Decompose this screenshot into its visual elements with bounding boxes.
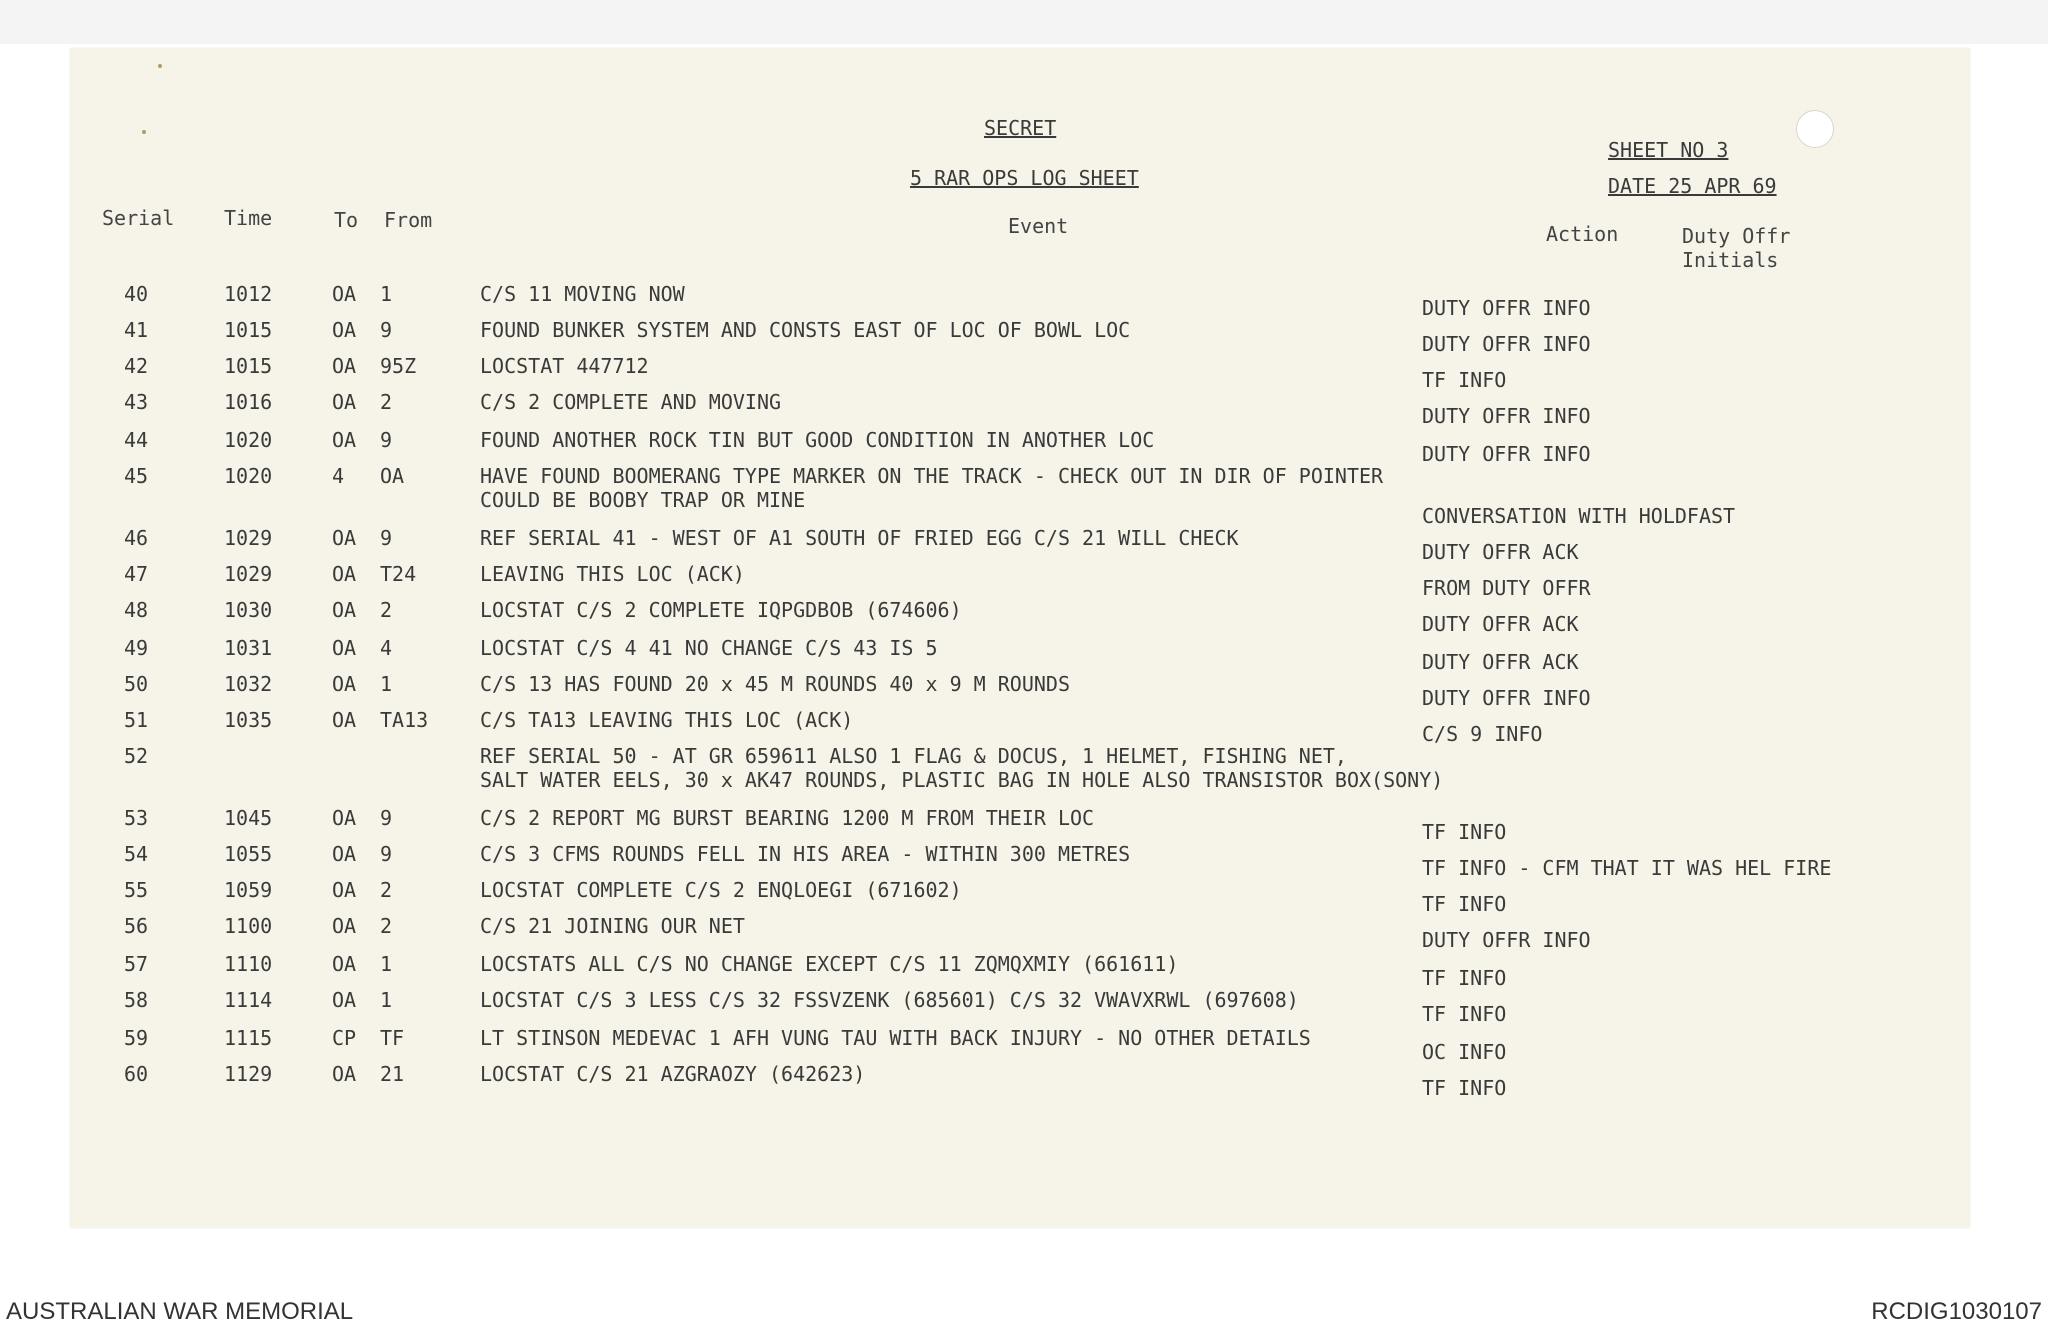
- from-cell: TA13: [380, 708, 429, 732]
- event-line: LEAVING THIS LOC (ACK): [480, 562, 745, 586]
- event-cell: [480, 428, 1154, 452]
- event-cell: [480, 708, 853, 732]
- event-cell: [480, 598, 962, 622]
- event-cell: [480, 744, 1443, 792]
- event-cell: [480, 952, 1178, 976]
- from-cell: 9: [380, 428, 393, 452]
- time-cell: 1031: [224, 636, 273, 660]
- from-cell: T24: [380, 562, 417, 586]
- serial-cell: 43: [124, 390, 149, 414]
- event-cell: [480, 354, 649, 378]
- log-entry-row: [0, 464, 2048, 528]
- action-cell: CONVERSATION WITH HOLDFAST: [1422, 504, 1736, 528]
- event-line: C/S 11 MOVING NOW: [480, 282, 685, 306]
- to-cell: OA: [332, 562, 357, 586]
- footer-left-caption: AUSTRALIAN WAR MEMORIAL: [6, 1298, 354, 1325]
- serial-cell: 41: [124, 318, 149, 342]
- action-cell: DUTY OFFR ACK: [1422, 540, 1579, 564]
- to-cell: OA: [332, 636, 357, 660]
- event-line: FOUND ANOTHER ROCK TIN BUT GOOD CONDITION IN ANOTHER LOC: [480, 428, 1155, 452]
- time-cell: 1029: [224, 562, 273, 586]
- time-cell: 1029: [224, 526, 273, 550]
- event-cell: [480, 806, 1094, 830]
- time-cell: 1045: [224, 806, 273, 830]
- event-line: REF SERIAL 41 - WEST OF A1 SOUTH OF FRIED EGG C/S 21 WILL CHECK: [480, 526, 1239, 550]
- action-cell: DUTY OFFR INFO: [1422, 928, 1591, 952]
- serial-cell: 59: [124, 1026, 149, 1050]
- from-cell: 2: [380, 598, 393, 622]
- time-cell: 1032: [224, 672, 273, 696]
- to-cell: OA: [332, 878, 357, 902]
- to-cell: OA: [332, 526, 357, 550]
- time-cell: 1016: [224, 390, 273, 414]
- from-cell: 95Z: [380, 354, 417, 378]
- action-cell: DUTY OFFR ACK: [1422, 650, 1579, 674]
- event-cell: [480, 878, 962, 902]
- from-cell: 1: [380, 282, 393, 306]
- column-header-duty-offr: Duty Offr: [1682, 224, 1791, 248]
- serial-cell: 52: [124, 744, 149, 768]
- event-cell: [480, 464, 1383, 512]
- action-cell: TF INFO: [1422, 820, 1507, 844]
- action-cell: C/S 9 INFO: [1422, 722, 1543, 746]
- log-entry-row: [0, 744, 2048, 804]
- serial-cell: 51: [124, 708, 149, 732]
- top-band: [0, 0, 2048, 44]
- event-line: COULD BE BOOBY TRAP OR MINE: [480, 488, 806, 512]
- event-cell: [480, 1062, 865, 1086]
- column-header-time: Time: [224, 206, 273, 230]
- time-cell: 1020: [224, 428, 273, 452]
- to-cell: CP: [332, 1026, 357, 1050]
- event-line: FOUND BUNKER SYSTEM AND CONSTS EAST OF LOC OF BOWL LOC: [480, 318, 1131, 342]
- to-cell: OA: [332, 428, 357, 452]
- from-cell: TF: [380, 1026, 405, 1050]
- paper-speck: [158, 64, 162, 68]
- action-cell: DUTY OFFR INFO: [1422, 404, 1591, 428]
- time-cell: 1015: [224, 318, 273, 342]
- action-cell: DUTY OFFR INFO: [1422, 296, 1591, 320]
- from-cell: 9: [380, 318, 393, 342]
- from-cell: 9: [380, 526, 393, 550]
- to-cell: OA: [332, 914, 357, 938]
- log-entry-row: [0, 1062, 2048, 1122]
- to-cell: OA: [332, 598, 357, 622]
- to-cell: OA: [332, 672, 357, 696]
- time-cell: 1110: [224, 952, 273, 976]
- action-cell: DUTY OFFR ACK: [1422, 612, 1579, 636]
- to-cell: 4: [332, 464, 345, 488]
- to-cell: OA: [332, 1062, 357, 1086]
- event-line: C/S 3 CFMS ROUNDS FELL IN HIS AREA - WITHIN 300 METRES: [480, 842, 1131, 866]
- action-cell: DUTY OFFR INFO: [1422, 332, 1591, 356]
- event-cell: [480, 636, 938, 660]
- time-cell: 1100: [224, 914, 273, 938]
- time-cell: 1015: [224, 354, 273, 378]
- event-line: LOCSTAT C/S 2 COMPLETE IQPGDBOB (674606): [480, 598, 962, 622]
- serial-cell: 47: [124, 562, 149, 586]
- punch-hole: [1796, 110, 1834, 148]
- time-cell: 1114: [224, 988, 273, 1012]
- event-line: LOCSTAT COMPLETE C/S 2 ENQLOEGI (671602): [480, 878, 962, 902]
- event-cell: [480, 1026, 1311, 1050]
- event-cell: [480, 988, 1299, 1012]
- to-cell: OA: [332, 988, 357, 1012]
- event-cell: [480, 390, 781, 414]
- to-cell: OA: [332, 390, 357, 414]
- serial-cell: 44: [124, 428, 149, 452]
- serial-cell: 48: [124, 598, 149, 622]
- event-line: SALT WATER EELS, 30 x AK47 ROUNDS, PLASTIC BAG IN HOLE ALSO TRANSISTOR BOX(SONY): [480, 768, 1444, 792]
- time-cell: 1030: [224, 598, 273, 622]
- serial-cell: 54: [124, 842, 149, 866]
- column-header-to: To: [334, 208, 359, 232]
- time-cell: 1129: [224, 1062, 273, 1086]
- serial-cell: 46: [124, 526, 149, 550]
- action-cell: TF INFO: [1422, 966, 1507, 990]
- serial-cell: 50: [124, 672, 149, 696]
- serial-cell: 55: [124, 878, 149, 902]
- serial-cell: 40: [124, 282, 149, 306]
- serial-cell: 42: [124, 354, 149, 378]
- footer-right-caption: RCDIG1030107: [1871, 1298, 2042, 1325]
- document-title: 5 RAR OPS LOG SHEET: [910, 166, 1139, 190]
- column-header-serial: Serial: [102, 206, 175, 230]
- event-line: HAVE FOUND BOOMERANG TYPE MARKER ON THE TRACK - CHECK OUT IN DIR OF POINTER: [480, 464, 1384, 488]
- from-cell: 21: [380, 1062, 405, 1086]
- time-cell: 1059: [224, 878, 273, 902]
- to-cell: OA: [332, 354, 357, 378]
- action-cell: DUTY OFFR INFO: [1422, 442, 1591, 466]
- serial-cell: 60: [124, 1062, 149, 1086]
- action-cell: FROM DUTY OFFR: [1422, 576, 1591, 600]
- to-cell: OA: [332, 318, 357, 342]
- event-cell: [480, 282, 685, 306]
- to-cell: OA: [332, 806, 357, 830]
- event-line: REF SERIAL 50 - AT GR 659611 ALSO 1 FLAG & DOCUS, 1 HELMET, FISHING NET,: [480, 744, 1347, 768]
- action-cell: TF INFO: [1422, 1076, 1507, 1100]
- event-line: C/S 21 JOINING OUR NET: [480, 914, 745, 938]
- event-line: LOCSTAT C/S 4 41 NO CHANGE C/S 43 IS 5: [480, 636, 938, 660]
- event-cell: [480, 318, 1130, 342]
- serial-cell: 57: [124, 952, 149, 976]
- serial-cell: 49: [124, 636, 149, 660]
- from-cell: 4: [380, 636, 393, 660]
- time-cell: 1020: [224, 464, 273, 488]
- serial-cell: 58: [124, 988, 149, 1012]
- column-header-duty-offr-initials: Initials: [1682, 248, 1779, 272]
- action-cell: TF INFO: [1422, 1002, 1507, 1026]
- time-cell: 1035: [224, 708, 273, 732]
- to-cell: OA: [332, 282, 357, 306]
- time-cell: 1012: [224, 282, 273, 306]
- event-line: LOCSTAT 447712: [480, 354, 649, 378]
- event-line: LOCSTAT C/S 21 AZGRAOZY (642623): [480, 1062, 866, 1086]
- event-line: C/S TA13 LEAVING THIS LOC (ACK): [480, 708, 854, 732]
- column-header-from: From: [384, 208, 433, 232]
- paper-speck: [142, 130, 146, 134]
- column-header-event: Event: [1008, 214, 1069, 238]
- from-cell: 2: [380, 878, 393, 902]
- action-cell: DUTY OFFR INFO: [1422, 686, 1591, 710]
- serial-cell: 45: [124, 464, 149, 488]
- sheet-number: SHEET NO 3: [1608, 138, 1729, 162]
- from-cell: 2: [380, 914, 393, 938]
- from-cell: 1: [380, 988, 393, 1012]
- from-cell: 2: [380, 390, 393, 414]
- event-line: C/S 13 HAS FOUND 20 x 45 M ROUNDS 40 x 9 M ROUNDS: [480, 672, 1071, 696]
- serial-cell: 53: [124, 806, 149, 830]
- event-line: LOCSTATS ALL C/S NO CHANGE EXCEPT C/S 11 ZQMQXMIY (661611): [480, 952, 1179, 976]
- to-cell: OA: [332, 952, 357, 976]
- event-cell: [480, 842, 1130, 866]
- to-cell: OA: [332, 708, 357, 732]
- classification: SECRET: [984, 116, 1057, 140]
- event-line: LOCSTAT C/S 3 LESS C/S 32 FSSVZENK (685601) C/S 32 VWAVXRWL (697608): [480, 988, 1299, 1012]
- column-header-action: Action: [1546, 222, 1619, 246]
- event-line: C/S 2 REPORT MG BURST BEARING 1200 M FROM THEIR LOC: [480, 806, 1095, 830]
- action-cell: OC INFO: [1422, 1040, 1507, 1064]
- from-cell: 1: [380, 672, 393, 696]
- sheet-date: DATE 25 APR 69: [1608, 174, 1777, 198]
- from-cell: OA: [380, 464, 405, 488]
- event-cell: [480, 526, 1239, 550]
- time-cell: 1055: [224, 842, 273, 866]
- event-cell: [480, 562, 745, 586]
- from-cell: 9: [380, 806, 393, 830]
- serial-cell: 56: [124, 914, 149, 938]
- event-line: LT STINSON MEDEVAC 1 AFH VUNG TAU WITH BACK INJURY - NO OTHER DETAILS: [480, 1026, 1311, 1050]
- action-cell: TF INFO: [1422, 368, 1507, 392]
- from-cell: 9: [380, 842, 393, 866]
- action-cell: TF INFO - CFM THAT IT WAS HEL FIRE: [1422, 856, 1832, 880]
- event-cell: [480, 914, 745, 938]
- event-cell: [480, 672, 1070, 696]
- time-cell: 1115: [224, 1026, 273, 1050]
- event-line: C/S 2 COMPLETE AND MOVING: [480, 390, 782, 414]
- action-cell: TF INFO: [1422, 892, 1507, 916]
- to-cell: OA: [332, 842, 357, 866]
- from-cell: 1: [380, 952, 393, 976]
